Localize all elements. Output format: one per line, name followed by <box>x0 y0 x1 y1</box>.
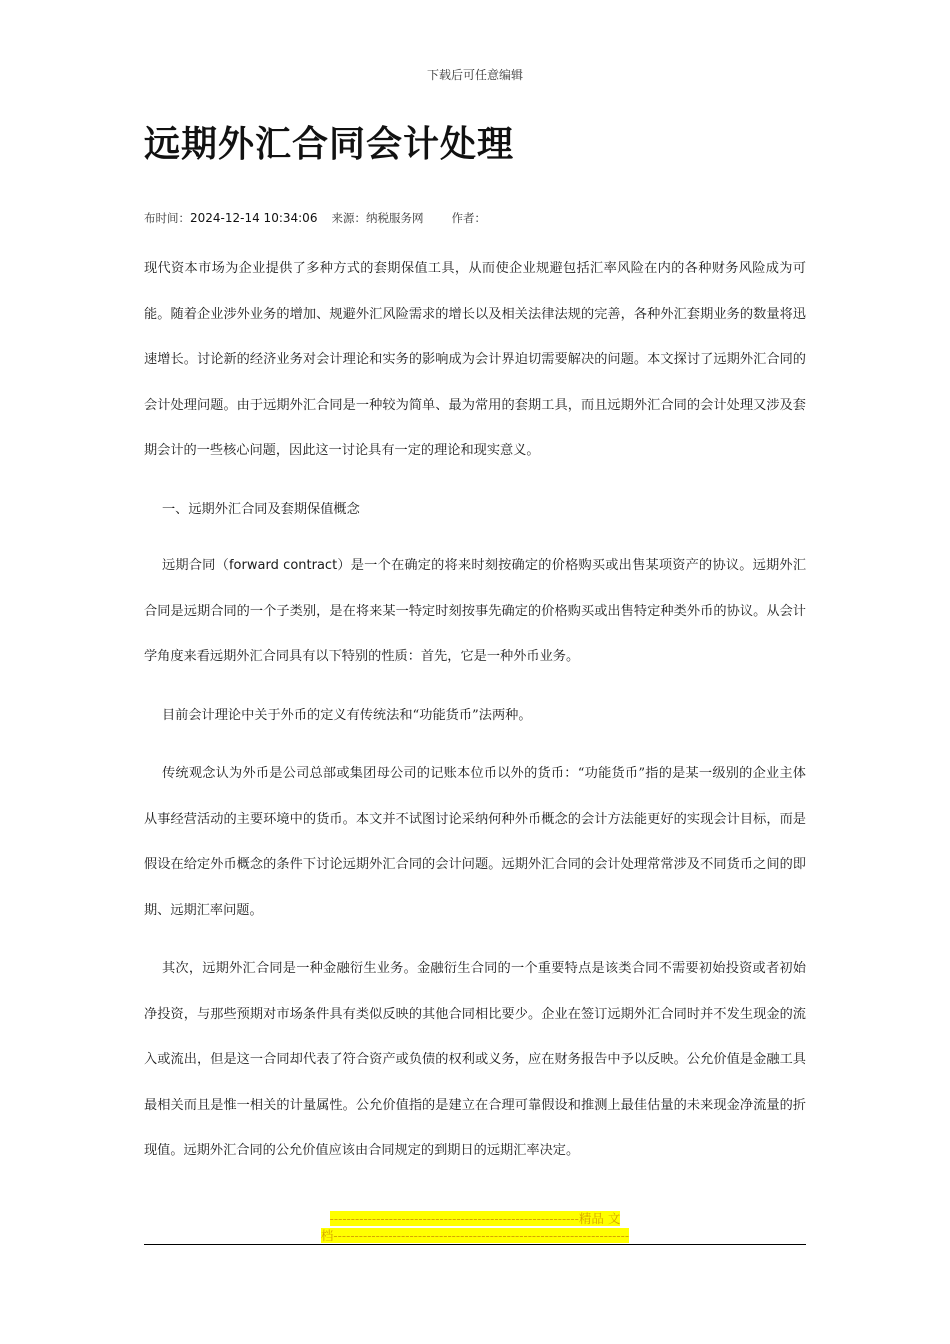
article-meta <box>144 210 486 226</box>
meta-author-label: 作者： <box>451 211 486 225</box>
page-header: 下载后可任意编辑 <box>426 68 523 82</box>
meta-time-label: 布时间： <box>144 211 190 225</box>
paragraph-derivative: 其次，远期外汇合同是一种金融衍生业务。金融衍生合同的一个重要特点是该类合同不需要初始投资或者初始净投资，与那些预期对市场条件具有类似反映的其他合同相比要少。企业在签订远期外汇合同时并不发生现金的流入或流出，但是这一合同却代表了符合资产或负债的权利或义务，应在财务报告中予以反映。公允价值是金融工具最相关而且是惟一相关的计量属性。公允价值指的是建立在合理可靠假设和推测上最佳估量的未来现金净流量的折现值。远期外汇合同的公允价值应该由合同规定的到期日的远期汇率决定。 <box>144 961 806 1158</box>
paragraph-suffix: ）是一个在确定的将来时刻按确定的价格购买或出售某项资产的协议。远期外汇合同是远期合同的一个子类别，是在将来某一特定时刻按事先确定的价格购买或出售特定种类外币的协议。从会计学角度来看远期外汇合同具有以下特别的性质：首先，它是一种外币业务。 <box>144 558 807 664</box>
paragraph-intro: 现代资本市场为企业提供了多种方式的套期保值工具，从而使企业规避包括汇率风险在内的各种财务风险成为可能。随着企业涉外业务的增加、规避外汇风险需求的增长以及相关法律法规的完善，各种外汇套期业务的数量将迅速增长。讨论新的经济业务对会计理论和实务的影响成为会计界迫切需要解决的问题。本文探讨了远期外汇合同的会计处理问题。由于远期外汇合同是一种较为简单、最为常用的套期工具，而且远期外汇合同的会计处理又涉及套期会计的一些核心问题，因此这一讨论具有一定的理论和现实意义。 <box>144 261 806 458</box>
document-title: 远期外汇合同会计处理 <box>144 123 515 165</box>
paragraph-forward-contract <box>144 543 806 680</box>
paragraph-prefix: 远期合同（ <box>162 558 229 573</box>
footer-line-2: 档---------------------------------------------------------------------- <box>320 1228 630 1243</box>
footer-line-1: -----------------------------------------------------------精品 文 <box>329 1211 621 1226</box>
footer-divider <box>144 1244 806 1245</box>
paragraph-currency-definition: 目前会计理论中关于外币的定义有传统法和“功能货币”法两种。 <box>162 707 532 723</box>
paragraph-functional-currency: 传统观念认为外币是公司总部或集团母公司的记账本位币以外的货币：“功能货币”指的是某一级别的企业主体从事经营活动的主要环境中的货币。本文并不试图讨论采纳何种外币概念的会计方法能更好的实现会计目标，而是假设在给定外币概念的条件下讨论远期外汇合同的会计问题。远期外汇合同的会计处理常常涉及不同货币之间的即期、远期汇率问题。 <box>144 766 806 918</box>
article-body <box>144 246 806 1187</box>
paragraph-latin-term: forward contract <box>228 558 338 573</box>
footer-watermark <box>0 1210 950 1244</box>
meta-datetime: 2024-12-14 10:34:06 <box>190 211 318 225</box>
meta-source: 来源：纳税服务网 <box>331 211 424 225</box>
section-heading: 一、远期外汇合同及套期保值概念 <box>162 501 360 517</box>
